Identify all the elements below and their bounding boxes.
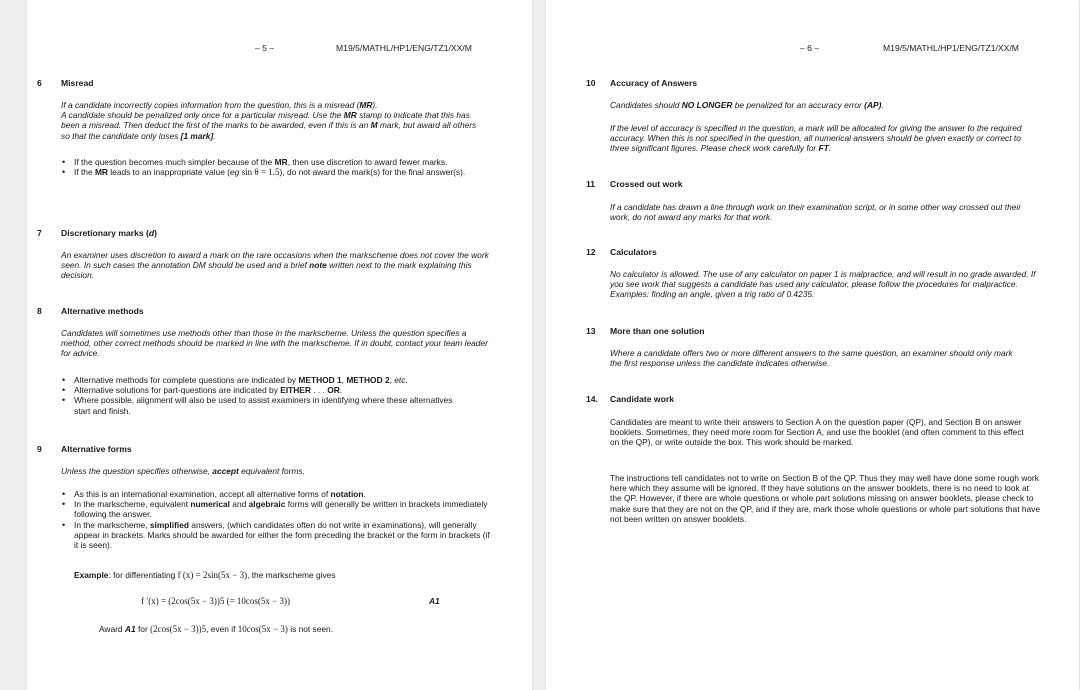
list-item: • Where possible, alignment will also be used to assist examiners in identifying where these alternatives start and finish. — [61, 395, 471, 415]
list-item: • Alternative methods for complete questions are indicated by METHOD 1, METHOD 2, etc. — [61, 375, 471, 385]
paper-code: M19/5/MATHL/HP1/ENG/TZ1/XX/M — [336, 43, 472, 53]
section-number: 13 — [586, 326, 596, 336]
section-number: 11 — [586, 179, 596, 189]
mark-a1: A1 — [429, 596, 440, 606]
alt-methods-paragraph: Candidates will sometimes use methods other than those in the markscheme. Unless the question specifies a method, other correct methods should be marked in line with the markscheme. If in doubt, contact your team leader for advice. — [61, 328, 488, 359]
section-title-misread: Misread — [61, 78, 94, 88]
crossed-out-paragraph: If a candidate has drawn a line through work on their examination script, or in some other way crossed out their work, do not award any marks for that work. — [610, 202, 1022, 223]
section-number: 9 — [37, 444, 42, 454]
section-title-alt-methods: Alternative methods — [61, 306, 144, 316]
section-number: 10 — [586, 78, 596, 88]
page-6 — [546, 0, 1079, 690]
misread-definition: If a candidate incorrectly copies information from the question, this is a misread (MR). — [61, 100, 378, 110]
example-line: Example: for differentiating f (x) = 2sin(5x − 3), the markscheme gives — [74, 570, 336, 580]
candidate-work-paragraph-2: The instructions tell candidates not to write on Section B of the QP. Thus they may well have done some rough work here which they assume will be ignored. If they have solutions on the answer booklets, there is no need to look at the QP. However, if there are whole questions or whole part solutions missing on answer booklets, please check to make sure that they are not on the QP, and if they are, mark those whole questions or whole part solutions that have not been written on answer booklets. — [610, 473, 1041, 524]
misread-penalty: A candidate should be penalized only once for a particular misread. Use the MR stamp to indicate that this has been a misread. Then deduct the first of the marks to be awarded, even if this is an M mark, but award all others so that the candidate only loses [1 mark]. — [61, 110, 477, 141]
section-title-more-than-one: More than one solution — [610, 326, 705, 336]
alt-forms-paragraph: Unless the question specifies otherwise, accept equivalent forms. — [61, 466, 305, 476]
paper-code: M19/5/MATHL/HP1/ENG/TZ1/XX/M — [883, 43, 1019, 53]
section-number: 6 — [37, 78, 42, 88]
discretionary-paragraph: An examiner uses discretion to award a mark on the rare occasions when the markscheme does not cover the work seen. In such cases the annotation DM should be used and a brief note written next to the mark explaining this decision. — [61, 250, 489, 281]
list-item: • In the markscheme, simplified answers, (which candidates often do not write in examinations), will generally appear in brackets. Marks should be awarded for either the form preceding the bracket or the form in brackets (if it is seen). — [61, 520, 491, 551]
section-title-crossed-out: Crossed out work — [610, 179, 683, 189]
section-title-alt-forms: Alternative forms — [61, 444, 132, 454]
list-item: • In the markscheme, equivalent numerical and algebraic forms will generally be written in brackets immediately following the answer. — [61, 499, 491, 519]
section-number: 12 — [586, 247, 596, 257]
page-number: – 5 – — [255, 43, 275, 53]
misread-bullets — [61, 157, 471, 177]
award-line: Award A1 for (2cos(5x − 3))5, even if 10cos(5x − 3) is not seen. — [99, 624, 334, 634]
accuracy-paragraph-2: If the level of accuracy is specified in the question, a mark will be allocated for giving the answer to the required accuracy. When this is not specified in the question, all numerical answers should be given exactly or correct to three significant figures. Please check work carefully for FT. — [610, 123, 1022, 154]
list-item: • Alternative solutions for part-questions are indicated by EITHER . . . OR. — [61, 385, 471, 395]
more-than-one-paragraph: Where a candidate offers two or more different answers to the same question, an examiner should only mark the first response unless the candidate indicates otherwise. — [610, 348, 1013, 369]
calculators-paragraph: No calculator is allowed. The use of any calculator on paper 1 is malpractice, and will result in no grade awarded. If you see work that suggests a candidate has used any calculator, please follow the procedures for malpractice. Examples: finding an angle, given a trig ratio of 0.4235. — [610, 269, 1036, 300]
example-formula: f ′(x) = (2cos(5x − 3))5 (= 10cos(5x − 3)) — [141, 596, 290, 606]
alt-forms-bullets — [61, 489, 491, 550]
list-item: • If the question becomes much simpler because of the MR, then use discretion to award fewer marks. — [61, 157, 471, 167]
section-title-candidate-work: Candidate work — [610, 394, 674, 404]
list-item: • If the MR leads to an inappropriate value (eg sin θ = 1.5), do not award the mark(s) for the final answer(s). — [61, 167, 471, 177]
accuracy-paragraph-1: Candidates should NO LONGER be penalized for an accuracy error (AP). — [610, 100, 884, 110]
section-number: 7 — [37, 228, 42, 238]
alt-methods-bullets — [61, 375, 471, 416]
misread-paragraph — [61, 100, 481, 141]
candidate-work-paragraph-1: Candidates are meant to write their answers to Section A on the question paper (QP), and Section B on answer booklets. Sometimes, they need more room for Section A, and use the booklet (and often comment to this effect on the QP), or write outside the box. This work should be marked. — [610, 417, 1024, 448]
page-5 — [27, 0, 532, 690]
section-title-calculators: Calculators — [610, 247, 657, 257]
section-title-accuracy: Accuracy of Answers — [610, 78, 698, 88]
page-number: – 6 – — [800, 43, 820, 53]
section-title-discretionary: Discretionary marks (d) — [61, 228, 158, 238]
section-number: 8 — [37, 306, 42, 316]
section-number: 14. — [586, 394, 598, 404]
list-item: • As this is an international examination, accept all alternative forms of notation. — [61, 489, 491, 499]
